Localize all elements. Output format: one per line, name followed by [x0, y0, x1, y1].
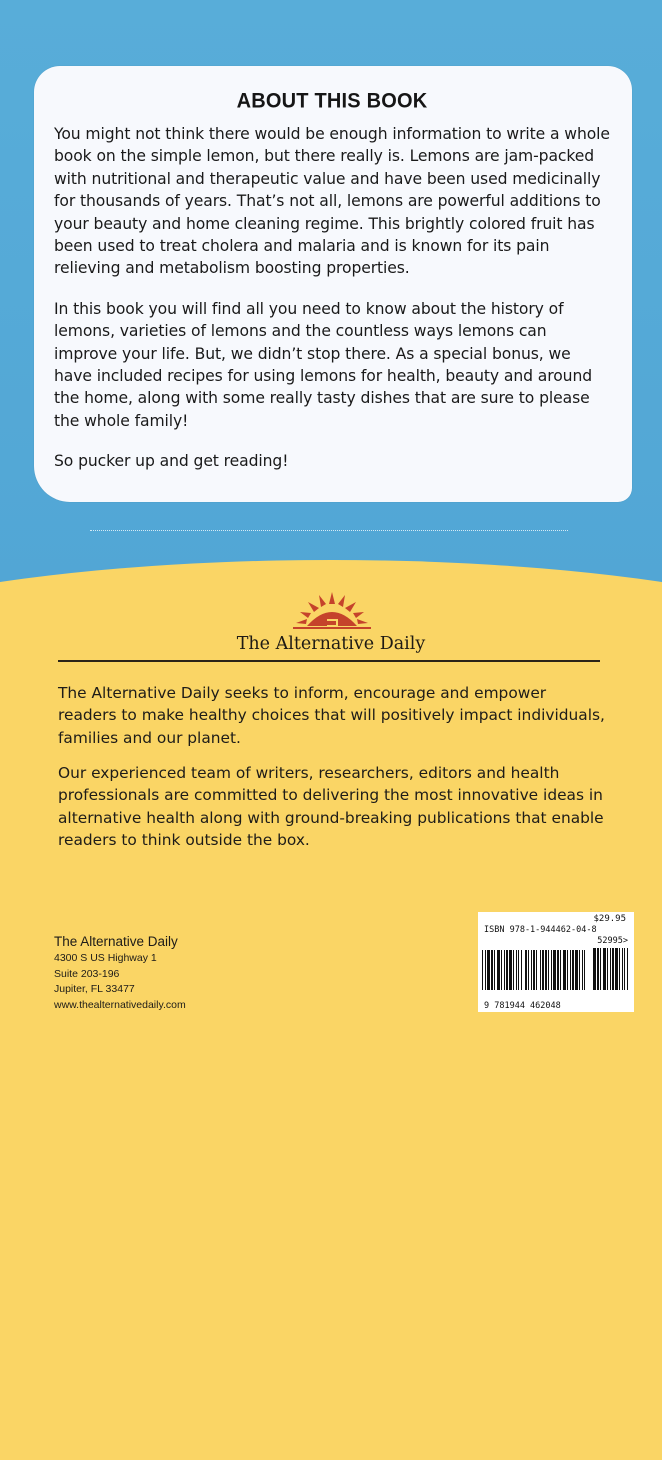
- address-suite: Suite 203-196: [54, 967, 120, 980]
- brand-paragraph-2: Our experienced team of writers, researchers, editors and health professionals are committed to delivering the most innovative ideas in alternative health along with ground-breaking publications that enable readers to think outside the box.: [58, 764, 604, 850]
- price-label: $29.95: [593, 914, 626, 924]
- about-paragraph-1: You might not think there would be enough information to write a whole book on the simple lemon, but there really is. Lemons are jam-packed with nutritional and therapeutic value and have been used medicinally for thousands of years. That’s not all, lemons are powerful additions to your beauty and home cleaning regime. This brightly colored fruit has been used to treat cholera and malaria and is known for its pain relieving and metabolism boosting properties.: [54, 125, 610, 278]
- brand-name: The Alternative Daily: [236, 634, 426, 654]
- price-addon-code: 52995>: [597, 936, 628, 946]
- address-street: 4300 S US Highway 1: [54, 952, 157, 964]
- barcode-bars: [482, 938, 630, 1000]
- dotted-divider: [90, 530, 568, 531]
- about-paragraph-3: So pucker up and get reading!: [54, 452, 289, 471]
- sun-logo-icon: [293, 590, 371, 636]
- publisher-address: [54, 932, 274, 1013]
- publisher-name: The Alternative Daily: [54, 934, 178, 949]
- address-city: Jupiter, FL 33477: [54, 983, 135, 996]
- about-title: ABOUT THIS BOOK: [236, 89, 428, 113]
- isbn-label: ISBN 978-1-944462-04-8: [484, 925, 597, 935]
- about-this-book-panel: [34, 66, 632, 502]
- brand-paragraph-1: The Alternative Daily seeks to inform, encourage and empower readers to make healthy choices that will positively impact individuals, families and our planet.: [58, 684, 605, 747]
- barcode-number: 9 781944 462048: [484, 1001, 561, 1011]
- address-website: www.thealternativedaily.com: [54, 998, 186, 1011]
- isbn-barcode: [478, 912, 634, 1012]
- about-paragraph-2: In this book you will find all you need to know about the history of lemons, varieties of lemons and the countless ways lemons can improve your life. But, we didn’t stop there. As a special bonus, we have included recipes for using lemons for health, beauty and around the home, along with some really tasty dishes that are sure to please the whole family!: [54, 299, 593, 430]
- brand-divider: [58, 660, 600, 662]
